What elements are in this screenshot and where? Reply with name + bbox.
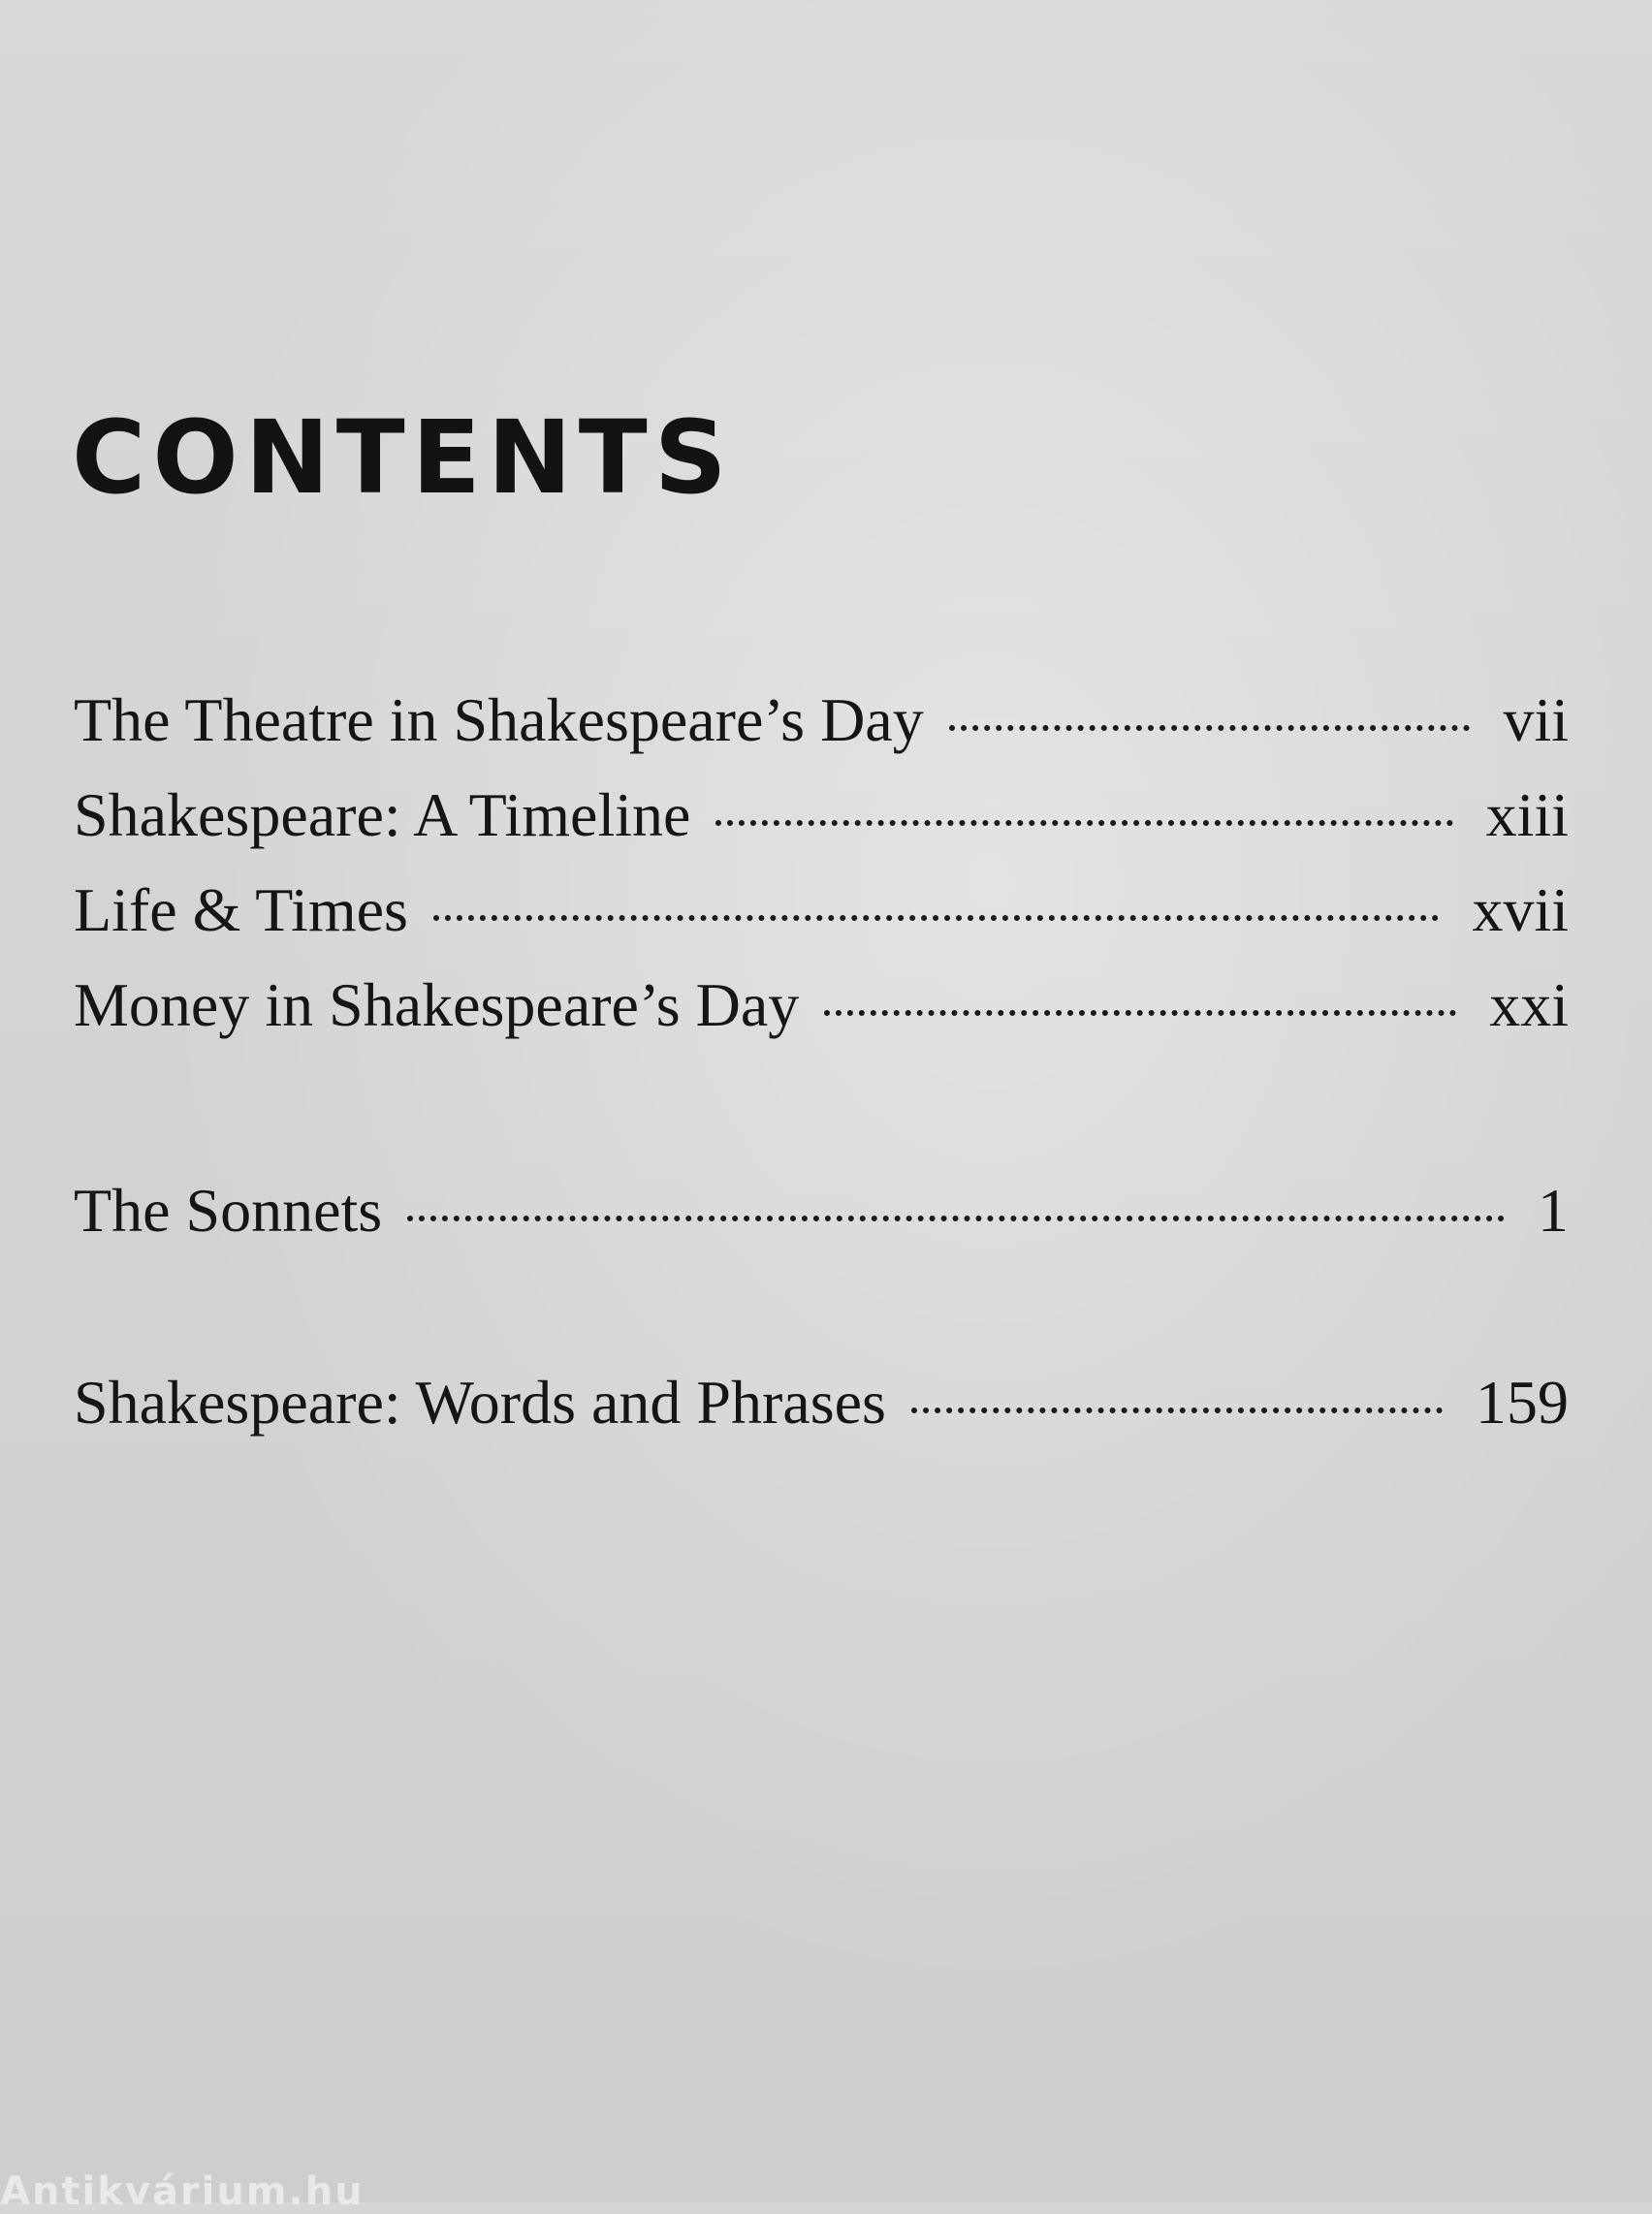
toc-entry-page: xiii	[1485, 780, 1569, 849]
dot-leader	[433, 915, 1440, 921]
toc-entry-title: Shakespeare: Words and Phrases	[74, 1368, 886, 1437]
toc-entry-title: The Theatre in Shakespeare’s Day	[74, 685, 924, 754]
toc-entry-page: xxi	[1489, 970, 1569, 1039]
toc-entry	[74, 874, 1569, 969]
toc-entry-title: Shakespeare: A Timeline	[74, 780, 691, 849]
dot-leader	[715, 820, 1452, 826]
toc-entry-page: 1	[1538, 1176, 1569, 1245]
toc-entry-page: xvii	[1472, 875, 1569, 944]
toc-entry	[74, 1175, 1569, 1270]
toc-entry	[74, 684, 1569, 779]
dot-leader	[911, 1407, 1443, 1413]
toc-entry	[74, 779, 1569, 874]
toc-entry-page: 159	[1476, 1368, 1569, 1437]
toc-front-matter	[74, 684, 1569, 1064]
toc-entry	[74, 1367, 1569, 1462]
dot-leader	[407, 1216, 1505, 1221]
toc-entry-page: vii	[1503, 685, 1569, 754]
toc-entry	[74, 969, 1569, 1064]
dot-leader	[949, 725, 1471, 731]
watermark: Antikvárium.hu	[0, 2169, 365, 2214]
toc-entry-title: The Sonnets	[74, 1176, 383, 1245]
contents-heading: CONTENTS	[72, 398, 734, 517]
dot-leader	[824, 1010, 1456, 1016]
toc-entry-title: Money in Shakespeare’s Day	[74, 970, 800, 1039]
toc-main	[74, 1175, 1569, 1270]
toc-entry-title: Life & Times	[74, 875, 408, 944]
toc-back-matter	[74, 1367, 1569, 1462]
